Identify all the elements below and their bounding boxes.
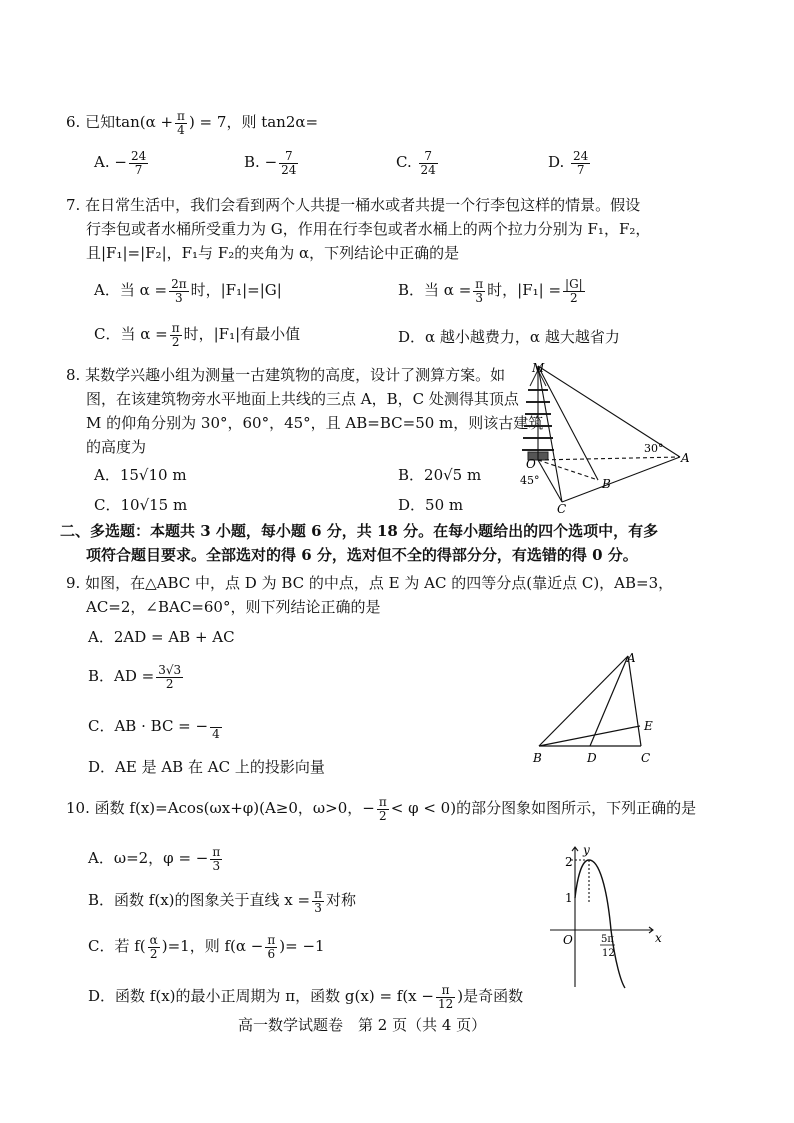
label-o: O bbox=[526, 457, 536, 471]
q7-stem-line3: 且|F₁|=|F₂|，F₁与 F₂的夹角为 α，下列结论中正确的是 bbox=[86, 244, 460, 262]
q8-option-c: C．10√15 m bbox=[94, 496, 188, 514]
q8-building-figure bbox=[510, 360, 690, 515]
q7-option-b: B．当 α = $\frac{\pi}{3}$ 时，|F₁| = $\frac{|G|}{2}$ bbox=[398, 277, 583, 305]
label-one: 1 bbox=[565, 891, 573, 905]
q6-option-a: A. − $\frac{24}{7}$ bbox=[94, 149, 147, 177]
q9-stem-line1: 9. 如图，在△ABC 中，点 D 为 BC 的中点，点 E 为 AC 的四等分点(靠近点 C)，AB=3， bbox=[66, 574, 674, 592]
label-a: A bbox=[627, 651, 636, 665]
q8-stem-line4: 的高度为 bbox=[86, 438, 147, 456]
q6-option-b: B. − $\frac{7}{24}$ bbox=[244, 149, 297, 177]
tick-label-num: 5π bbox=[601, 934, 614, 945]
label-d: D bbox=[587, 751, 597, 765]
q6-stem: 6. 已知tan(α + $\frac{\pi}{4}$ ) = 7，则 tan2α= bbox=[66, 109, 319, 137]
q6-option-c: C. $\frac{7}{24}$ bbox=[396, 149, 436, 177]
label-30deg: 30° bbox=[644, 442, 664, 455]
q8-option-b: B．20√5 m bbox=[398, 466, 482, 484]
tick-label-den: 12 bbox=[602, 948, 615, 959]
q7-option-a: A．当 α = $\frac{2\pi}{3}$ 时，|F₁|=|G| bbox=[94, 277, 282, 305]
q10-graph-figure bbox=[545, 842, 665, 992]
label-y: y bbox=[583, 843, 590, 857]
section2-heading: 二、多选题：本题共 3 小题，每小题 6 分，共 18 分。在每小题给出的四个选项中，有多 bbox=[60, 522, 659, 540]
q9-stem-line2: AC=2，∠BAC=60°，则下列结论正确的是 bbox=[86, 598, 381, 616]
label-m: M bbox=[532, 361, 545, 375]
q8-stem-line1: 8. 某数学兴趣小组为测量一古建筑物的高度，设计了测算方案。如 bbox=[66, 366, 506, 384]
q9-option-c: C．AB · BC = − 4 bbox=[88, 714, 224, 740]
q10-option-c: C．若 f( $\frac{\alpha}{2}$ )=1，则 f(α − $\frac{\pi}{6}$ )= −1 bbox=[88, 933, 325, 961]
label-45deg: 45° bbox=[520, 474, 540, 487]
q7-option-c: C．当 α = $\frac{\pi}{2}$ 时，|F₁|有最小值 bbox=[94, 321, 301, 349]
label-x: x bbox=[655, 931, 662, 945]
q10-option-d: D．函数 f(x)的最小正周期为 π，函数 g(x) = f(x − $\frac{\pi}{12}$ )是奇函数 bbox=[88, 983, 524, 1011]
q8-option-a: A．15√10 m bbox=[94, 466, 187, 484]
q7-option-d: D．α 越小越费力，α 越大越省力 bbox=[398, 328, 620, 346]
label-origin: O bbox=[563, 933, 573, 947]
fraction: $\frac{\pi}{4}$ bbox=[177, 109, 185, 137]
q7-stem-line1: 7. 在日常生活中，我们会看到两个人共提一桶水或者共提一个行李包这样的情景。假设 bbox=[66, 196, 641, 214]
q8-option-d: D．50 m bbox=[398, 496, 464, 514]
label-b: B bbox=[533, 751, 542, 765]
q10-stem: 10. 函数 f(x)=Acos(ωx+φ)(A≥0，ω>0，− $\frac{\pi}{2}$ < φ < 0)的部分图象如图所示，下列正确的是 bbox=[66, 795, 697, 823]
q9-option-d: D．AE 是 AB 在 AC 上的投影向量 bbox=[88, 758, 325, 776]
section2-heading-line2: 项符合题目要求。全部选对的得 6 分，选对但不全的得部分分，有选错的得 0 分。 bbox=[86, 546, 638, 564]
label-b: B bbox=[602, 477, 611, 491]
label-a: A bbox=[681, 451, 690, 465]
label-e: E bbox=[644, 719, 653, 733]
label-two: 2 bbox=[565, 855, 573, 869]
q9-triangle-figure bbox=[530, 648, 665, 773]
q8-stem-line2: 图，在该建筑物旁水平地面上共线的三点 A，B，C 处测得其顶点 bbox=[86, 390, 519, 408]
q6-option-d: D. $\frac{24}{7}$ bbox=[548, 149, 589, 177]
q9-option-b: B．AD = $\frac{3√3}{2}$ bbox=[88, 663, 182, 691]
q10-option-a: A．ω=2，φ = − $\frac{\pi}{3}$ bbox=[88, 845, 221, 873]
label-c: C bbox=[641, 751, 651, 765]
q8-stem-line3: M 的仰角分别为 30°，60°，45°，且 AB=BC=50 m，则该古建筑 bbox=[86, 414, 544, 432]
q7-stem-line2: 行李包或者水桶所受重力为 G，作用在行李包或者水桶上的两个拉力分别为 F₁，F₂， bbox=[86, 220, 651, 238]
page-footer: 高一数学试题卷 第 2 页（共 4 页） bbox=[238, 1016, 487, 1034]
q9-option-a: A．2AD = AB + AC bbox=[88, 628, 235, 646]
q10-option-b: B．函数 f(x)的图象关于直线 x = $\frac{\pi}{3}$ 对称 bbox=[88, 887, 356, 915]
label-c: C bbox=[557, 502, 567, 515]
